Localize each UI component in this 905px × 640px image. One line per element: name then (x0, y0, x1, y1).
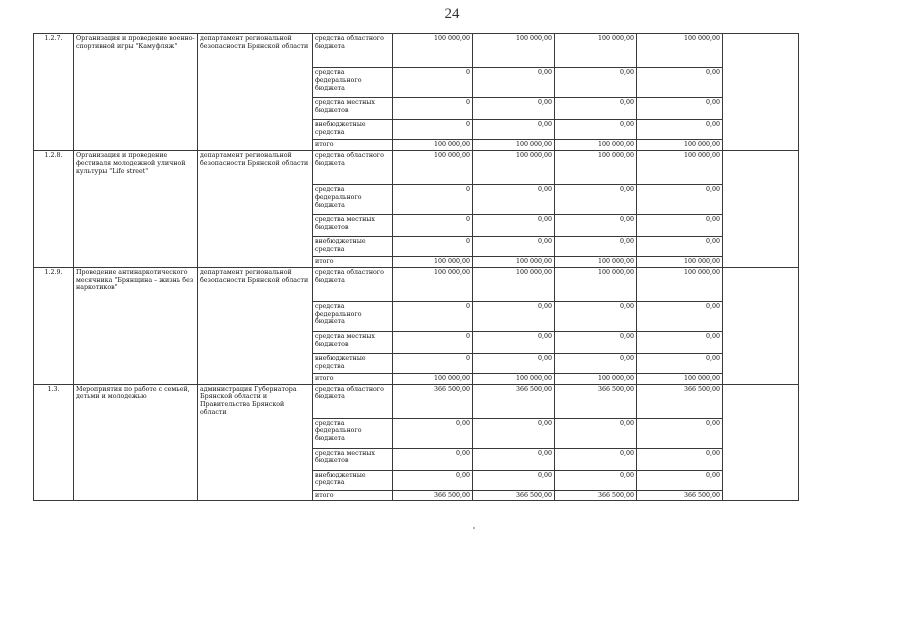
funding-source: средства областного бюджета (313, 34, 393, 68)
item-executor: департамент региональной безопасности Брянской области (198, 267, 313, 384)
amount-cell: 100 000,00 (393, 150, 473, 184)
notes-cell (723, 34, 799, 151)
amount-cell: 366 500,00 (473, 384, 555, 418)
amount-cell: 366 500,00 (473, 490, 555, 501)
funding-source: средства федерального бюджета (313, 184, 393, 214)
funding-source: средства федерального бюджета (313, 68, 393, 98)
amount-cell: 0,00 (637, 214, 723, 236)
amount-cell: 100 000,00 (637, 267, 723, 301)
amount-cell: 0,00 (473, 236, 555, 256)
funding-source: внебюджетные средства (313, 120, 393, 140)
amount-cell: 0,00 (555, 418, 637, 448)
amount-cell: 366 500,00 (637, 384, 723, 418)
funding-source: итого (313, 256, 393, 267)
amount-cell: 0,00 (473, 353, 555, 373)
amount-cell: 0 (393, 120, 473, 140)
amount-cell: 0,00 (473, 331, 555, 353)
amount-cell: 366 500,00 (393, 490, 473, 501)
item-code: 1.3. (34, 384, 74, 501)
amount-cell: 0 (393, 184, 473, 214)
amount-cell: 100 000,00 (555, 140, 637, 151)
table-row (34, 150, 799, 184)
amount-cell: 0 (393, 353, 473, 373)
amount-cell: 0,00 (473, 120, 555, 140)
amount-cell: 0,00 (473, 448, 555, 470)
amount-cell: 0,00 (637, 184, 723, 214)
amount-cell: 0 (393, 98, 473, 120)
item-name: Организация и проведение фестиваля молодежной уличной культуры "Life street" (74, 150, 198, 267)
amount-cell: 100 000,00 (393, 267, 473, 301)
item-executor: департамент региональной безопасности Брянской области (198, 150, 313, 267)
funding-source: итого (313, 140, 393, 151)
funding-source: внебюджетные средства (313, 470, 393, 490)
funding-source: средства областного бюджета (313, 384, 393, 418)
amount-cell: 100 000,00 (393, 140, 473, 151)
amount-cell: 0,00 (473, 418, 555, 448)
amount-cell: 100 000,00 (393, 34, 473, 68)
amount-cell: 100 000,00 (393, 256, 473, 267)
table-row (34, 267, 799, 301)
amount-cell: 100 000,00 (473, 140, 555, 151)
amount-cell: 0,00 (473, 470, 555, 490)
amount-cell: 100 000,00 (637, 34, 723, 68)
funding-source: средства местных бюджетов (313, 214, 393, 236)
amount-cell: 0,00 (473, 214, 555, 236)
funding-source: средства местных бюджетов (313, 331, 393, 353)
amount-cell: 0,00 (555, 236, 637, 256)
item-code: 1.2.7. (34, 34, 74, 151)
amount-cell: 0,00 (637, 331, 723, 353)
amount-cell: 0,00 (473, 184, 555, 214)
item-name: Организация и проведение военно-спортивной игры "Камуфляж" (74, 34, 198, 151)
funding-source: средства федерального бюджета (313, 301, 393, 331)
funding-source: итого (313, 490, 393, 501)
amount-cell: 100 000,00 (637, 140, 723, 151)
funding-source: внебюджетные средства (313, 353, 393, 373)
item-code: 1.2.9. (34, 267, 74, 384)
amount-cell: 0,00 (473, 68, 555, 98)
amount-cell: 0 (393, 331, 473, 353)
funding-source: внебюджетные средства (313, 236, 393, 256)
amount-cell: 100 000,00 (555, 373, 637, 384)
item-executor: администрация Губернатора Брянской области и Правительства Брянской области (198, 384, 313, 501)
page-number: 24 (444, 6, 460, 22)
amount-cell: 0,00 (555, 353, 637, 373)
funding-table (33, 33, 799, 501)
amount-cell: 100 000,00 (555, 34, 637, 68)
funding-source: средства областного бюджета (313, 150, 393, 184)
notes-cell (723, 384, 799, 501)
amount-cell: 0,00 (555, 98, 637, 120)
amount-cell: 0,00 (637, 353, 723, 373)
amount-cell: 0 (393, 68, 473, 98)
amount-cell: 366 500,00 (393, 384, 473, 418)
amount-cell: 100 000,00 (473, 34, 555, 68)
amount-cell: 100 000,00 (473, 150, 555, 184)
amount-cell: 0,00 (473, 301, 555, 331)
amount-cell: 100 000,00 (637, 373, 723, 384)
amount-cell: 100 000,00 (473, 256, 555, 267)
amount-cell: 0 (393, 301, 473, 331)
funding-source: итого (313, 373, 393, 384)
funding-source: средства федерального бюджета (313, 418, 393, 448)
amount-cell: 100 000,00 (637, 256, 723, 267)
table-row (34, 34, 799, 68)
funding-source: средства областного бюджета (313, 267, 393, 301)
amount-cell: 366 500,00 (555, 490, 637, 501)
funding-source: средства местных бюджетов (313, 98, 393, 120)
table-row (34, 384, 799, 418)
amount-cell: 366 500,00 (637, 490, 723, 501)
notes-cell (723, 150, 799, 267)
amount-cell: 100 000,00 (555, 267, 637, 301)
amount-cell: 0 (393, 214, 473, 236)
amount-cell: 0,00 (555, 120, 637, 140)
amount-cell: 0,00 (555, 331, 637, 353)
amount-cell: 0,00 (393, 418, 473, 448)
item-name: Мероприятия по работе с семьей, детьми и молодежью (74, 384, 198, 501)
amount-cell: 0,00 (393, 470, 473, 490)
amount-cell: 0,00 (637, 68, 723, 98)
amount-cell: 366 500,00 (555, 384, 637, 418)
item-name: Проведение антинаркотического месячника "Брянщина – жизнь без наркотиков" (74, 267, 198, 384)
notes-cell (723, 267, 799, 384)
amount-cell: 100 000,00 (473, 373, 555, 384)
amount-cell: 0,00 (555, 68, 637, 98)
amount-cell: 0,00 (555, 301, 637, 331)
amount-cell: 0,00 (637, 301, 723, 331)
amount-cell: 0,00 (555, 184, 637, 214)
amount-cell: 0,00 (637, 470, 723, 490)
amount-cell: 0,00 (555, 214, 637, 236)
item-executor: департамент региональной безопасности Брянской области (198, 34, 313, 151)
amount-cell: 0,00 (555, 470, 637, 490)
scan-dot (473, 527, 475, 529)
amount-cell: 0,00 (637, 98, 723, 120)
amount-cell: 0,00 (393, 448, 473, 470)
item-code: 1.2.8. (34, 150, 74, 267)
amount-cell: 0,00 (637, 120, 723, 140)
amount-cell: 0,00 (555, 448, 637, 470)
amount-cell: 100 000,00 (555, 256, 637, 267)
funding-source: средства местных бюджетов (313, 448, 393, 470)
amount-cell: 0 (393, 236, 473, 256)
amount-cell: 0,00 (637, 236, 723, 256)
amount-cell: 100 000,00 (555, 150, 637, 184)
amount-cell: 0,00 (473, 98, 555, 120)
amount-cell: 100 000,00 (393, 373, 473, 384)
amount-cell: 100 000,00 (637, 150, 723, 184)
amount-cell: 100 000,00 (473, 267, 555, 301)
amount-cell: 0,00 (637, 418, 723, 448)
amount-cell: 0,00 (637, 448, 723, 470)
